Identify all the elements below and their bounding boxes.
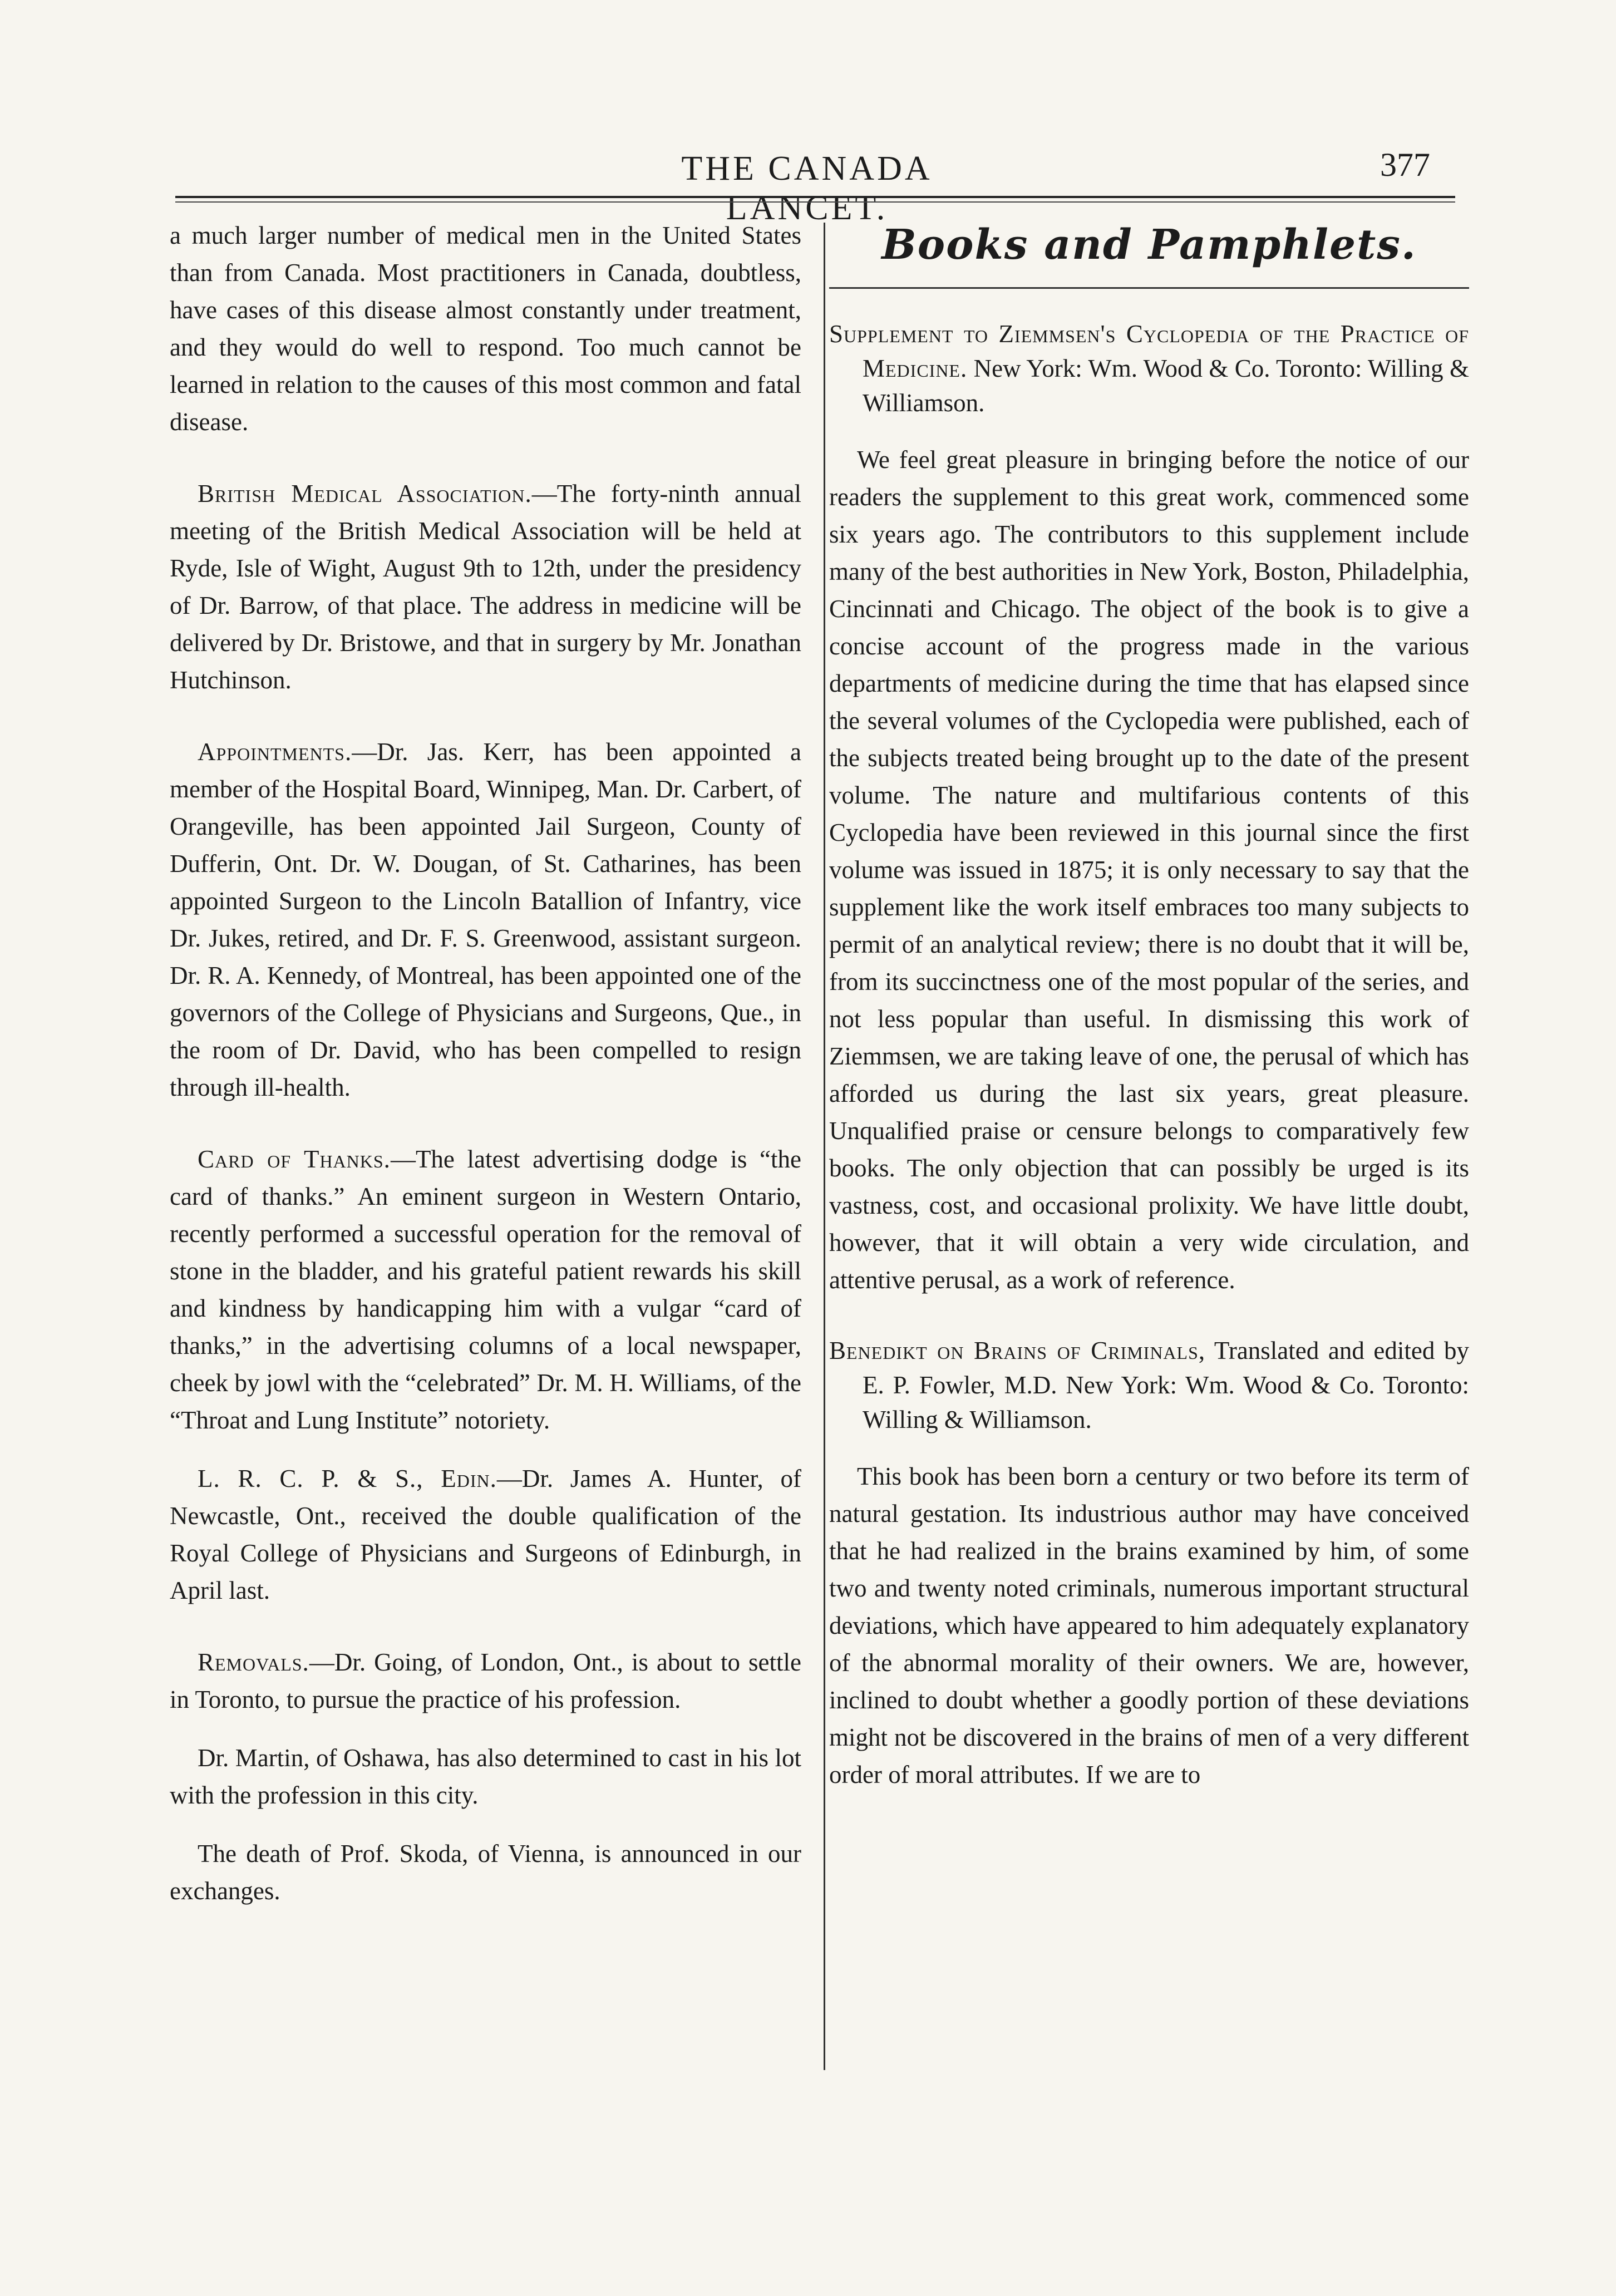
continued-paragraph: a much larger number of medical men in the United States than from Canada. Most practitioners in Canada, doubtless, have cases of this disease almost constantly under treatment, and they would do well to respond. Too much cannot be learned in relation to the causes of this most common and fatal disease. xyxy=(170,221,801,436)
martin-item: Dr. Martin, of Oshawa, has also determined to cast in his lot with the profession in this city. xyxy=(170,1744,801,1809)
section-rule xyxy=(829,287,1469,289)
ziemssen-review: We feel great pleasure in bringing before the notice of our readers the supplement to this great work, commenced some six years ago. The contributors to this supplement include many of the best authorities in New York, Boston, Philadelphia, Cincinnati and Chicago. The object of the book is to give a concise account of the progress made in the various departments of medicine during the time that has elapsed since the several volumes of the Cyclopedia were published, each of the subjects treated being brought up to the date of the present volume. The nature and multifarious contents of this Cyclopedia have been reviewed in this journal since the first volume was issued in 1875; it is only necessary to say that the supplement like the work itself embraces too many subjects to permit of an analytical review; there is no doubt that it will be, from its succinctness one of the most popular of the series, and not less popular than useful. In dismissing this work of Ziemmsen, we are taking leave of one, the perusal of which has afforded us during the last six years, great pleasure. Unqualified praise or censure belongs to comparatively few books. The only objection that can possibly be urged is its vastness, cost, and occasional prolixity. We have little doubt, however, that it will obtain a very wide circulation, and attentive perusal, as a work of reference. xyxy=(829,446,1469,1294)
british-association-item xyxy=(170,475,801,699)
item-body: —Dr. Jas. Kerr, has been appointed a member of the Hospital Board, Winnipeg, Man. Dr. Carbert, of Orangeville, has been appointed Jail Surgeon, County of Dufferin, Ont. Dr. W. Dougan, of St. Catharines, has been appointed Surgeon to the Lincoln Batallion of Infantry, vice Dr. Jukes, retired, and Dr. F. S. Greenwood, assistant surgeon. Dr. R. A. Kennedy, of Montreal, has been appointed one of the governors of the College of Physicians and Surgeons, Que., in the room of Dr. David, who has been compelled to resign through ill-health. xyxy=(170,738,801,1101)
left-column xyxy=(170,217,801,1910)
item-heading: Removals. xyxy=(198,1648,309,1676)
item-heading: British Medical Association. xyxy=(198,480,532,508)
item-body: —The forty-ninth annual meeting of the British Medical Association will be held at Ryde, Isle of Wight, August 9th to 12th, under the presidency of Dr. Barrow, of that place. The address in medicine will be delivered by Dr. Bristowe, and that in surgery by Mr. Jonathan Hutchinson. xyxy=(170,480,801,694)
header-rule xyxy=(175,196,1455,198)
running-header: THE CANADA LANCET. xyxy=(681,150,933,227)
page-number: 377 xyxy=(1380,146,1430,183)
skoda-item: The death of Prof. Skoda, of Vienna, is announced in our exchanges. xyxy=(170,1840,801,1905)
item-heading: Card of Thanks. xyxy=(198,1145,391,1173)
citation-title: Benedikt on Brains of Criminals, xyxy=(829,1337,1206,1364)
section-title: Books and Pamphlets. xyxy=(881,221,1417,269)
right-column xyxy=(829,217,1469,1794)
header-rule-thin xyxy=(175,201,1455,203)
item-heading: L. R. C. P. & S., Edin. xyxy=(198,1465,497,1492)
citation-publisher: New York: Wm. Wood & Co. Toronto: Willing & Williamson. xyxy=(863,354,1469,417)
item-body: —Dr. James A. Hunter, of Newcastle, Ont., received the double qualification of the Royal College of Physicians and Surgeons of Edinburgh, in April last. xyxy=(170,1465,801,1604)
item-body: —The latest advertising dodge is “the card of thanks.” An eminent surgeon in Western Ontario, recently performed a successful operation for the removal of stone in the bladder, and his grateful patient rewards his skill and kindness by handicapping him with a vulgar “card of thanks,” in the advertising columns of a local newspaper, cheek by jowl with the “celebrated” Dr. M. H. Williams, of the “Throat and Lung Institute” notoriety. xyxy=(170,1145,801,1434)
lrcp-item xyxy=(170,1460,801,1609)
citation-publisher: Translated and edited by E. P. Fowler, M.D. New York: Wm. Wood & Co. Toronto: Willing & Williamson. xyxy=(863,1337,1469,1433)
benedikt-citation xyxy=(829,1333,1469,1437)
column-divider xyxy=(824,223,825,2070)
ziemssen-citation xyxy=(829,317,1469,420)
removals-item xyxy=(170,1644,801,1718)
item-heading: Appointments. xyxy=(198,738,352,766)
appointments-item xyxy=(170,733,801,1106)
item-body: —Dr. Going, of London, Ont., is about to settle in Toronto, to pursue the practice of his profession. xyxy=(170,1648,801,1713)
citation-title: Supplement to Ziemmsen's Cyclopedia of the Practice of Medicine. xyxy=(829,320,1469,382)
benedikt-review: This book has been born a century or two before its term of natural gestation. Its industrious author may have conceived that he had realized in the brains examined by him, of some two and twenty noted criminals, numerous important structural deviations, which have appeared to him adequately explanatory of the abnormal morality of their owners. We are, however, inclined to doubt whether a goodly portion of these deviations might not be discovered in the brains of men of a very different order of moral attributes. If we are to xyxy=(829,1462,1469,1788)
card-of-thanks-item xyxy=(170,1141,801,1439)
